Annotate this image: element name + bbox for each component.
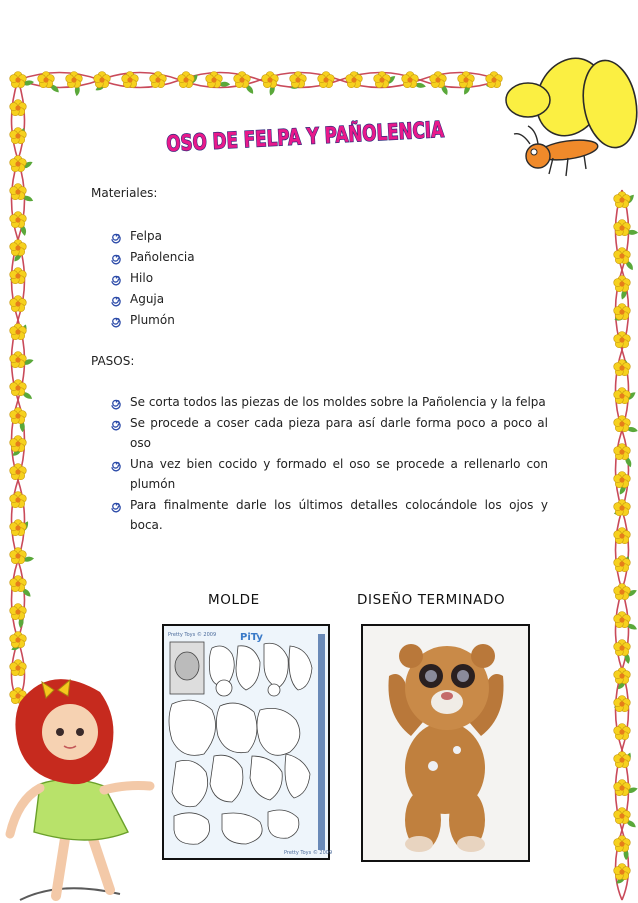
mold-footer-text: Pretty Toys © 2009: [284, 850, 333, 856]
spiral-bullet-icon: [110, 499, 123, 512]
list-item: [110, 495, 548, 536]
flower-icon: [10, 408, 27, 424]
flower-icon: [10, 240, 27, 256]
flower-icon: [614, 528, 631, 544]
list-item: [110, 392, 548, 413]
flower-icon: [10, 464, 27, 480]
spiral-bullet-icon: [110, 251, 123, 264]
flower-icon: [262, 72, 279, 88]
spiral-bullet-icon: [110, 458, 123, 471]
flower-icon: [614, 500, 631, 516]
flower-icon: [614, 416, 631, 432]
flower-icon: [614, 808, 631, 824]
flower-icon: [10, 72, 27, 88]
materials-list: [110, 226, 310, 331]
steps-heading: PASOS:: [91, 354, 135, 368]
mold-caption: MOLDE: [208, 592, 260, 608]
materials-heading: Materiales:: [91, 186, 158, 200]
butterfly-illustration: [498, 52, 638, 182]
flower-icon: [614, 332, 631, 348]
flower-icon: [614, 584, 631, 600]
material-label: Hilo: [130, 271, 154, 285]
material-label: Pañolencia: [130, 250, 195, 264]
flower-icon: [178, 72, 195, 88]
flower-icon: [614, 752, 631, 768]
flower-icon: [614, 248, 631, 264]
step-text: Para finalmente darle los últimos detalles colocándole los ojos y boca.: [130, 497, 548, 532]
spiral-bullet-icon: [110, 293, 123, 306]
flower-icon: [10, 576, 27, 592]
girl-illustration: [0, 672, 160, 903]
list-item: [110, 413, 548, 454]
flower-icon: [10, 492, 27, 508]
spiral-bullet-icon: [110, 272, 123, 285]
mold-brand-text: PiTy: [240, 632, 263, 643]
flower-icon: [614, 444, 631, 460]
steps-list: [110, 392, 548, 536]
spiral-bullet-icon: [110, 417, 123, 430]
step-text: Se procede a coser cada pieza para así darle forma poco a poco al oso: [130, 415, 548, 450]
step-text: Se corta todos las piezas de los moldes sobre la Pañolencia y la felpa: [130, 395, 546, 409]
flower-icon: [614, 360, 631, 376]
list-item: [110, 454, 548, 495]
flower-icon: [10, 380, 27, 396]
mold-pattern-image: [162, 624, 333, 860]
flower-icon: [10, 632, 27, 648]
list-item: [110, 226, 310, 247]
mold-header-text: Pretty Toys © 2009: [168, 632, 217, 638]
flower-icon: [94, 72, 111, 88]
page-title-text: OSO DE FELPA Y PAÑOLENCIA: [165, 113, 532, 158]
flower-icon: [374, 72, 391, 88]
spiral-bullet-icon: [110, 314, 123, 327]
mold-pattern-drawing: [164, 626, 333, 858]
flower-icon: [10, 548, 27, 564]
material-label: Felpa: [130, 229, 162, 243]
flower-icon: [614, 192, 631, 208]
finished-caption: DISEÑO TERMINADO: [357, 592, 506, 608]
page-title: [160, 112, 532, 158]
flower-icon: [10, 156, 27, 172]
flower-icon: [614, 668, 631, 684]
flower-icon: [290, 72, 307, 88]
flower-icon: [614, 836, 631, 852]
finished-bear-photo: [361, 624, 530, 862]
list-item: [110, 247, 310, 268]
flower-icon: [614, 276, 631, 292]
spiral-bullet-icon: [110, 230, 123, 243]
list-item: [110, 310, 310, 331]
flower-icon: [402, 72, 419, 88]
spiral-bullet-icon: [110, 396, 123, 409]
material-label: Aguja: [130, 292, 165, 306]
material-label: Plumón: [130, 313, 175, 327]
list-item: [110, 289, 310, 310]
bear-drawing: [363, 626, 528, 860]
step-text: Una vez bien cocido y formado el oso se procede a rellenarlo con plumón: [130, 456, 548, 491]
list-item: [110, 268, 310, 289]
